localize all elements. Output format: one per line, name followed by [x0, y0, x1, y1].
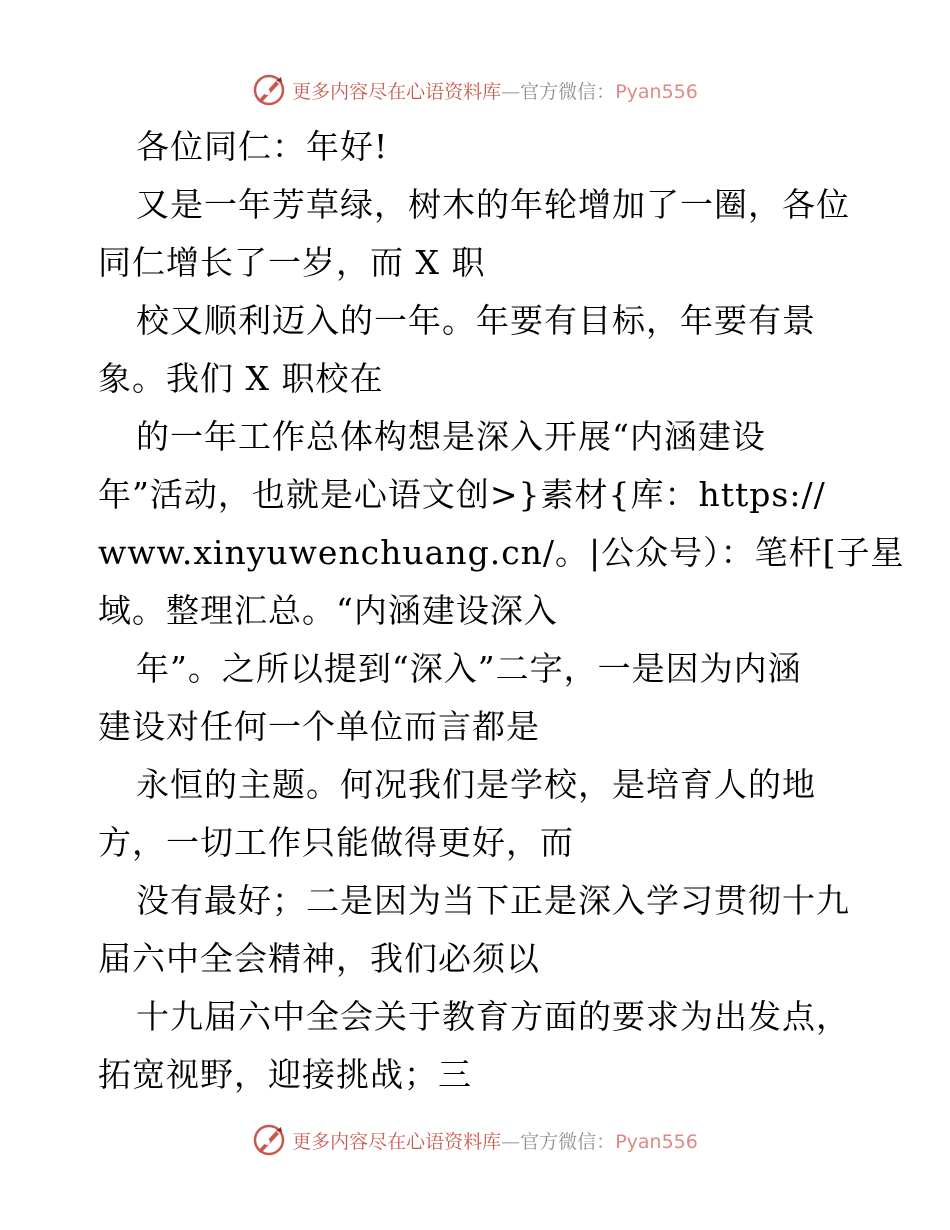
body-line: 校又顺利迈入的一年。年要有目标，年要有景: [136, 301, 816, 340]
body-line: 届六中全会精神，我们必须以: [98, 939, 540, 978]
body-line: 年”活动，也就是心语文创>}素材{库：https://: [98, 475, 826, 514]
footer-watermark-banner: [0, 1120, 950, 1160]
header-dash: —: [501, 80, 521, 103]
footer-dash: —: [501, 1130, 521, 1153]
body-line: 又是一年芳草绿，树木的年轮增加了一圈，各位: [136, 185, 850, 224]
body-line: 同仁增长了一岁，而 X 职: [98, 243, 486, 282]
pen-logo-icon: [252, 73, 286, 107]
header-watermark-text: [292, 77, 698, 104]
body-line: 象。我们 X 职校在: [98, 359, 384, 398]
body-line: 拓宽视野，迎接挑战；三: [98, 1055, 472, 1094]
body-line: 十九届六中全会关于教育方面的要求为出发点，: [136, 997, 850, 1036]
body-line: www.xinyuwenchuang.cn/。|公众号）：笔杆[子星: [98, 533, 905, 572]
footer-watermark-text: [292, 1127, 698, 1154]
header-wechat-label: 官方微信：: [520, 80, 616, 103]
footer-wechat-label: 官方微信：: [520, 1130, 616, 1153]
document-body: [98, 118, 905, 1104]
body-line: 各位同仁：年好!: [136, 127, 389, 166]
pen-logo-icon: [252, 1123, 286, 1157]
header-main-text: 更多内容尽在心语资料库: [292, 80, 502, 103]
body-line: 没有最好；二是因为当下正是深入学习贯彻十九: [136, 881, 850, 920]
header-watermark-banner: [0, 70, 950, 110]
body-line: 永恒的主题。何况我们是学校，是培育人的地: [136, 765, 816, 804]
body-line: 域。整理汇总。“内涵建设深入: [98, 591, 558, 630]
body-line: 的一年工作总体构想是深入开展“内涵建设: [136, 417, 766, 456]
body-line: 建设对任何一个单位而言都是: [98, 707, 540, 746]
footer-main-text: 更多内容尽在心语资料库: [292, 1130, 502, 1153]
body-line: 年”。之所以提到“深入”二字，一是因为内涵: [136, 649, 802, 688]
body-line: 方，一切工作只能做得更好，而: [98, 823, 574, 862]
footer-brand-id: Pyan556: [615, 1130, 698, 1153]
header-brand-id: Pyan556: [615, 80, 698, 103]
